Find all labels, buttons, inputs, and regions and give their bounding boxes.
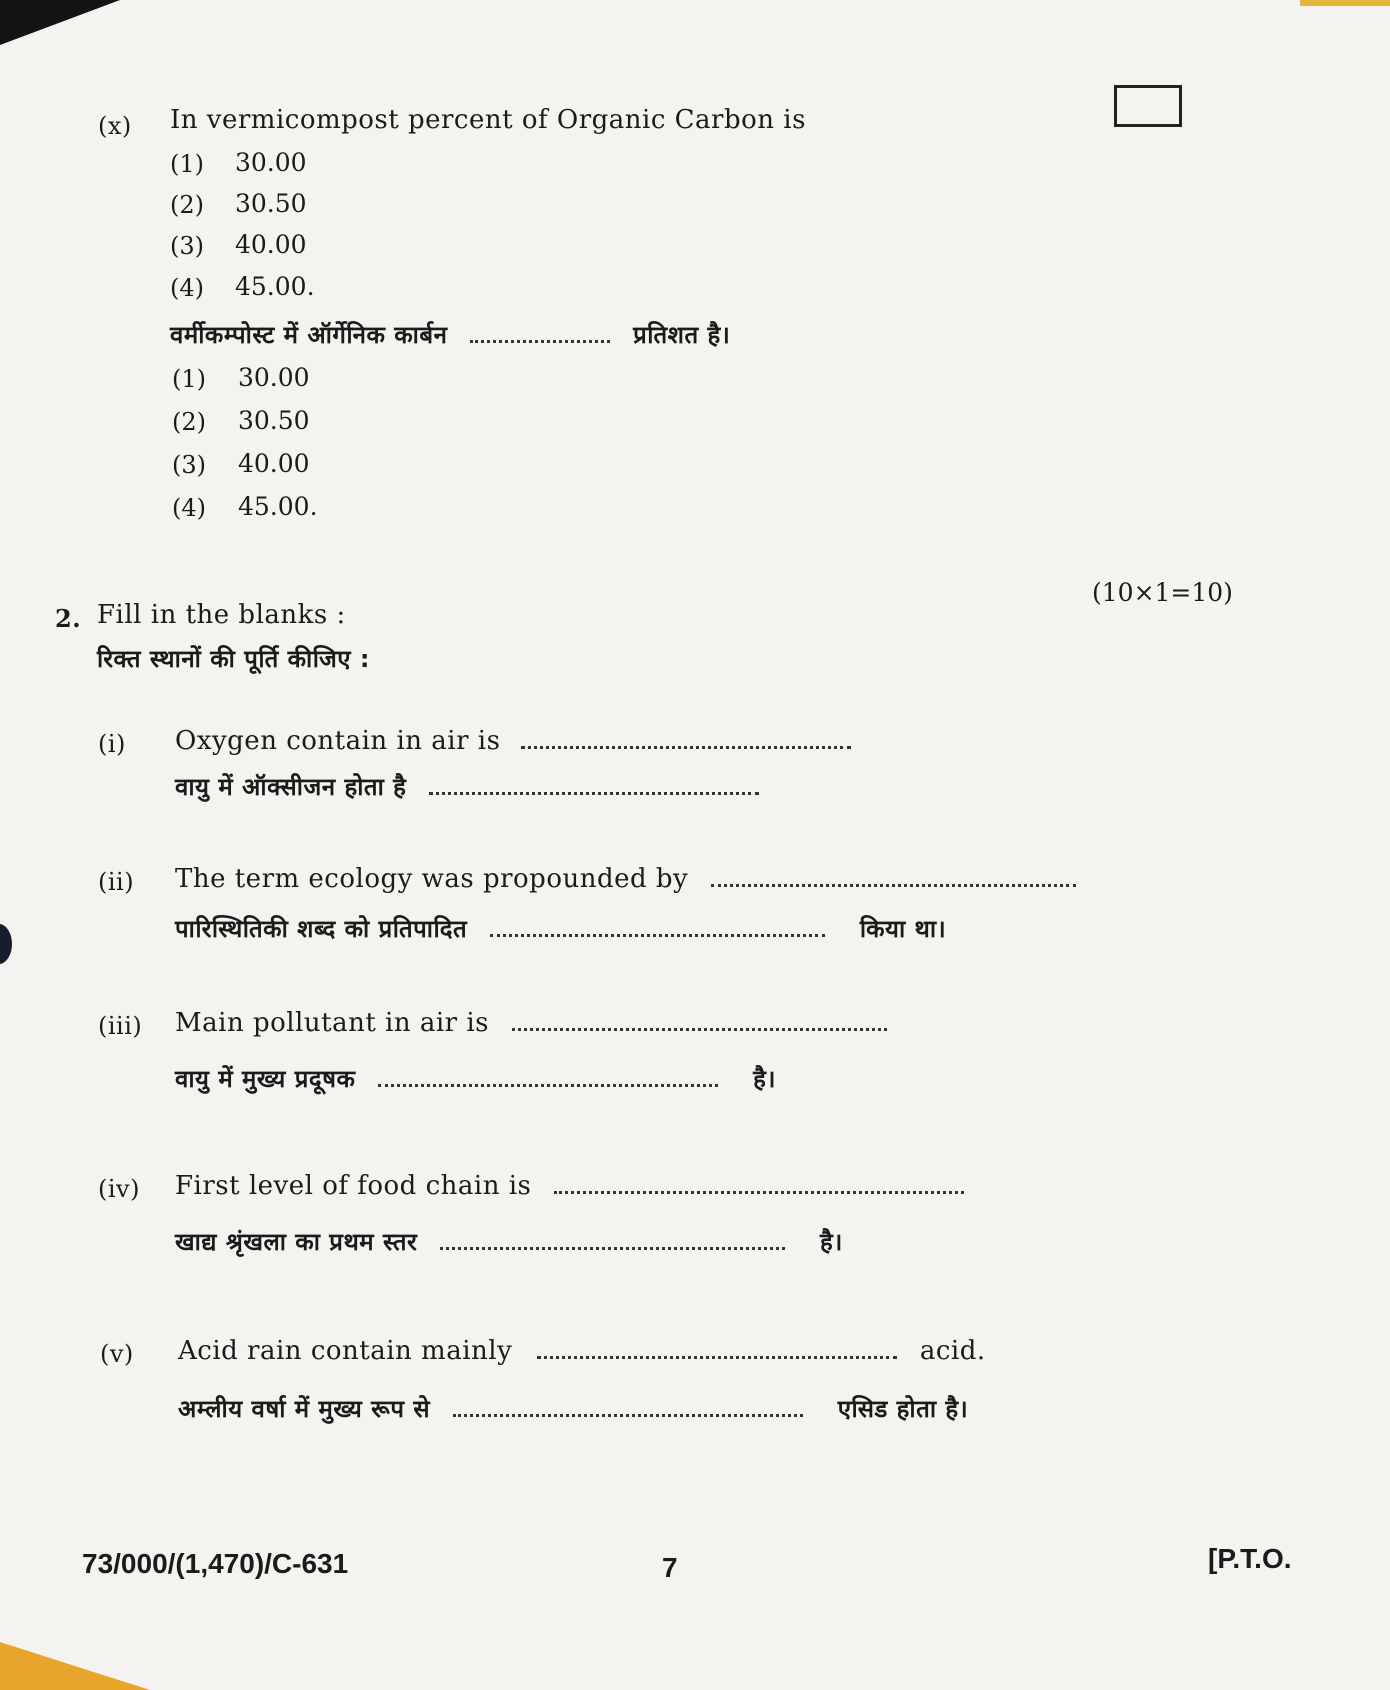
item-text-en-start: First level of food chain is [175, 1171, 532, 1201]
item-text-hi-end: किया था। [859, 915, 947, 943]
option-number: (2) [172, 408, 206, 436]
option-value: 30.00 [235, 148, 307, 177]
item-text-en-start: The term ecology was propounded by [175, 864, 689, 894]
item-text-hi-start: पारिस्थितिकी शब्द को प्रतिपादित [175, 915, 468, 943]
question-x-label: (x) [98, 112, 132, 140]
item-text-hi-end: है। [820, 1228, 843, 1256]
item-text-hi-start: खाद्य श्रृंखला का प्रथम स्तर [175, 1228, 418, 1256]
item-text-en-end: acid. [919, 1336, 986, 1366]
item-text-en [175, 1171, 964, 1201]
blank-dots [711, 884, 1076, 887]
page-corner-shadow [0, 0, 120, 45]
item-text-en [178, 1336, 986, 1366]
item-text-hi [175, 1062, 776, 1095]
option-value: 40.00 [235, 230, 307, 259]
option-value: 40.00 [238, 449, 310, 478]
item-text-en [175, 726, 851, 756]
question-2-number: 2. [55, 604, 82, 633]
option-number: (1) [172, 365, 206, 393]
answer-box [1114, 85, 1182, 127]
item-text-hi [178, 1392, 968, 1425]
item-text-en [175, 1008, 887, 1038]
question-2-title-en: Fill in the blanks : [97, 600, 346, 630]
please-turn-over: [P.T.O. [1208, 1543, 1292, 1574]
blank-dots [378, 1084, 718, 1087]
option-number: (4) [170, 274, 204, 302]
blank-dots [470, 340, 610, 343]
item-text-hi-start: वायु में ऑक्सीजन होता है [175, 773, 407, 801]
binding-hole [0, 924, 12, 964]
option-number: (1) [170, 150, 204, 178]
option-value: 45.00. [235, 272, 315, 301]
option-value: 30.00 [238, 363, 310, 392]
item-text-en-start: Acid rain contain mainly [178, 1336, 513, 1366]
option-value: 30.50 [235, 189, 307, 218]
blank-dots [440, 1247, 785, 1250]
blank-dots [554, 1191, 964, 1194]
blank-dots [512, 1028, 887, 1031]
question-x-text-hi [170, 318, 730, 351]
item-text-en-start: Oxygen contain in air is [175, 726, 501, 756]
option-number: (4) [172, 494, 206, 522]
option-number: (2) [170, 191, 204, 219]
item-text-hi-start: वायु में मुख्य प्रदूषक [175, 1065, 356, 1093]
option-value: 45.00. [238, 492, 318, 521]
item-text-en-start: Main pollutant in air is [175, 1008, 490, 1038]
item-label: (ii) [98, 868, 135, 896]
blank-dots [490, 934, 825, 937]
item-text-hi-end: है। [753, 1065, 776, 1093]
item-text-en [175, 864, 1076, 894]
page-corner-fold [0, 1642, 150, 1690]
question-x-text-hi-end: प्रतिशत है। [633, 321, 731, 349]
blank-dots [521, 746, 851, 749]
page-number: 7 [662, 1552, 678, 1583]
option-value: 30.50 [238, 406, 310, 435]
item-label: (i) [98, 730, 126, 758]
blank-dots [537, 1356, 897, 1359]
question-2-title-hi: रिक्त स्थानों की पूर्ति कीजिए : [97, 645, 371, 673]
question-x-text-en: In vermicompost percent of Organic Carbon is [170, 105, 806, 135]
item-text-hi [175, 1225, 843, 1258]
item-label: (iv) [98, 1175, 140, 1203]
item-text-hi [175, 912, 946, 945]
question-x-text-hi-start: वर्मीकम्पोस्ट में ऑर्गेनिक कार्बन [170, 321, 448, 349]
marks-allocation: (10×1=10) [1092, 578, 1233, 607]
paper-code: 73/000/(1,470)/C-631 [82, 1548, 349, 1579]
option-number: (3) [170, 232, 204, 260]
item-text-hi-end: एसिड होता है। [837, 1395, 969, 1423]
page-edge-highlight [1300, 0, 1390, 6]
item-text-hi [175, 770, 759, 803]
blank-dots [429, 792, 759, 795]
item-label: (iii) [98, 1012, 143, 1040]
option-number: (3) [172, 451, 206, 479]
item-text-hi-start: अम्लीय वर्षा में मुख्य रूप से [178, 1395, 431, 1423]
blank-dots [453, 1414, 803, 1417]
item-label: (v) [100, 1340, 134, 1368]
